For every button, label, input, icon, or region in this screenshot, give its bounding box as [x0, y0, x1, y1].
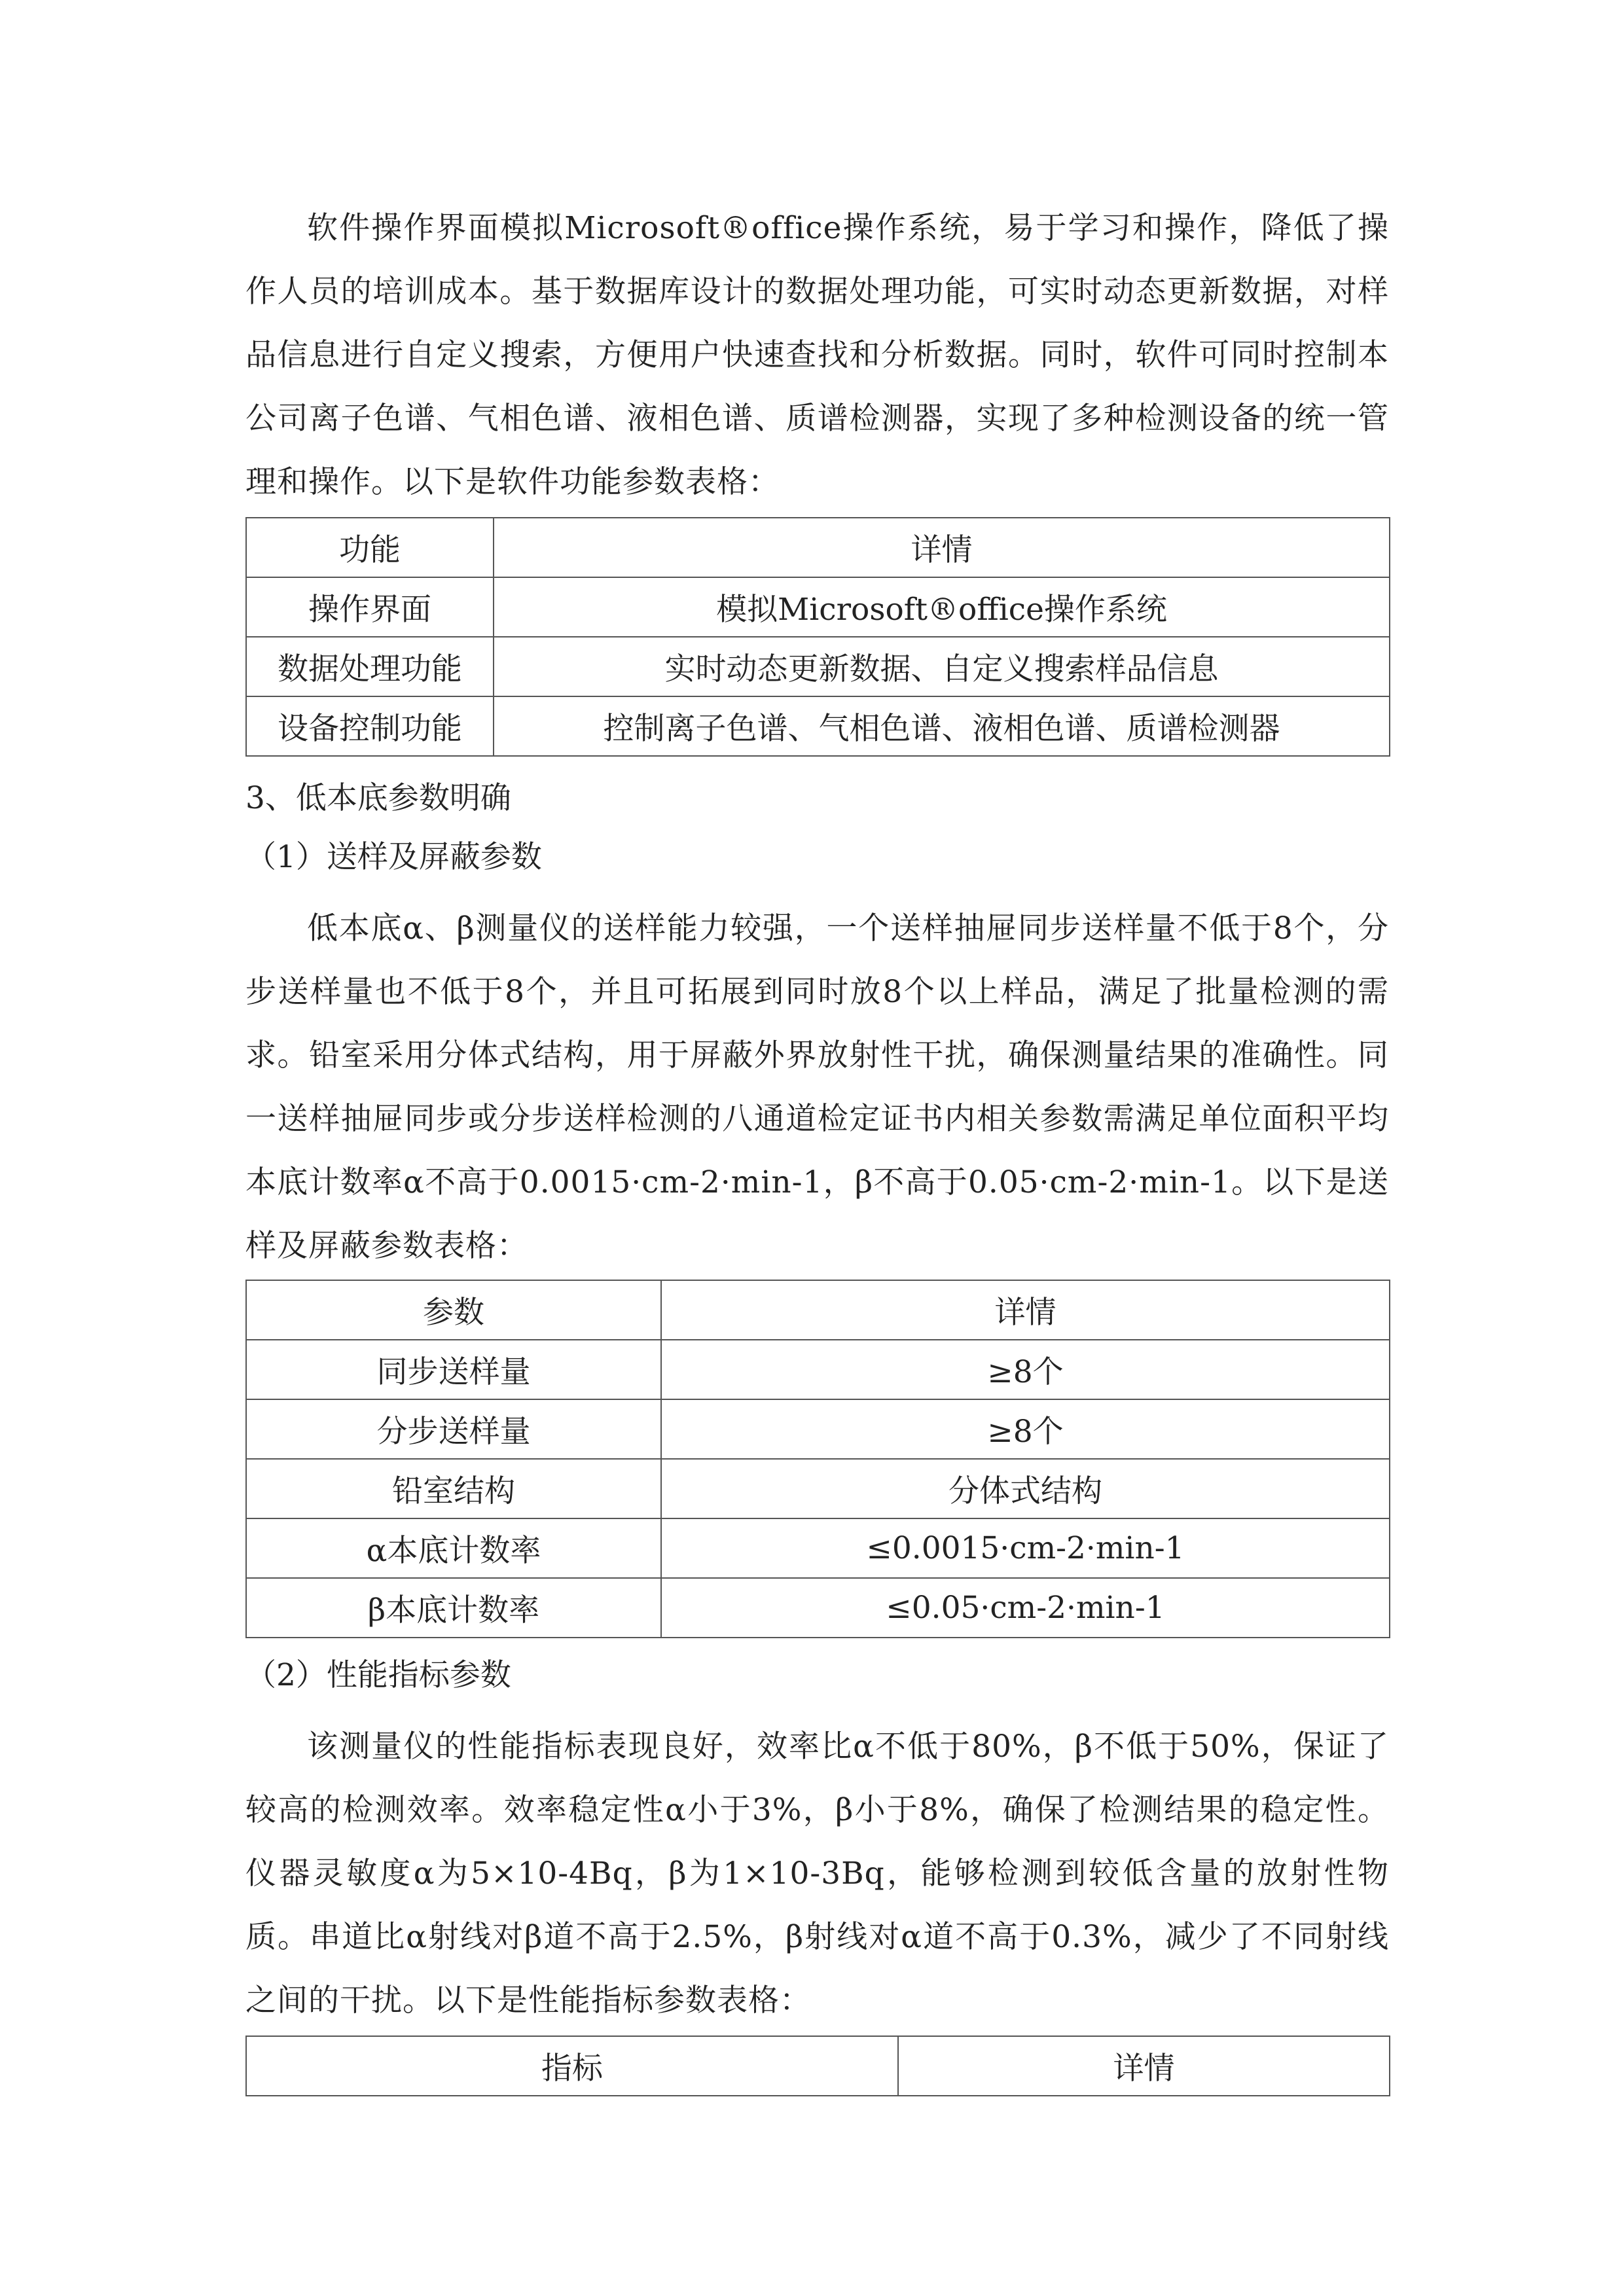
table-row — [246, 637, 1390, 696]
table-header-cell: 参数 — [246, 1280, 661, 1340]
table-row — [246, 1459, 1390, 1518]
sampling-paragraph: 低本底α、β测量仪的送样能力较强，一个送样抽屉同步送样量不低于8个，分步送样量也不低于8个，并且可拓展到同时放8个以上样品，满足了批量检测的需求。铅室采用分体式结构，用于屏蔽外界放射性干扰，确保测量结果的准确性。同一送样抽屉同步或分步送样检测的八通道检定证书内相关参数需满足单位面积平均本底计数率α不高于0.0015·cm-2·min-1，β不高于0.05·cm-2·min-1。以下是送样及屏蔽参数表格： — [245, 910, 1389, 1264]
table-row — [246, 1340, 1390, 1399]
table-header-cell: 详情 — [494, 518, 1390, 577]
table-header-row — [246, 2036, 1390, 2096]
table-cell: 铅室结构 — [246, 1459, 661, 1518]
table-cell: ≥8个 — [661, 1340, 1390, 1399]
subsection-heading: （2）性能指标参数 — [245, 1657, 511, 1693]
table-cell: 分体式结构 — [661, 1459, 1390, 1518]
table-header-cell: 详情 — [661, 1280, 1390, 1340]
table-header-row — [246, 1280, 1390, 1340]
table-row — [246, 1578, 1390, 1638]
intro-paragraph: 软件操作界面模拟Microsoft®office操作系统，易于学习和操作，降低了操作人员的培训成本。基于数据库设计的数据处理功能，可实时动态更新数据，对样品信息进行自定义搜索，方便用户快速查找和分析数据。同时，软件可同时控制本公司离子色谱、气相色谱、液相色谱、质谱检测器，实现了多种检测设备的统一管理和操作。以下是软件功能参数表格： — [245, 210, 1389, 500]
table-cell: 数据处理功能 — [246, 637, 494, 696]
table-header-cell: 指标 — [246, 2036, 898, 2096]
table-cell: ≤0.05·cm-2·min-1 — [661, 1578, 1390, 1638]
performance-table — [245, 2036, 1390, 2096]
table-header-row — [246, 518, 1390, 577]
table-row — [246, 696, 1390, 756]
performance-paragraph: 该测量仪的性能指标表现良好，效率比α不低于80%，β不低于50%，保证了较高的检测效率。效率稳定性α小于3%，β小于8%，确保了检测结果的稳定性。仪器灵敏度α为5×10-4Bq，β为1×10-3Bq，能够检测到较低含量的放射性物质。串道比α射线对β道不高于2.5%，β射线对α道不高于0.3%，减少了不同射线之间的干扰。以下是性能指标参数表格： — [245, 1729, 1389, 2018]
table-row — [246, 577, 1390, 637]
table-cell: 实时动态更新数据、自定义搜索样品信息 — [494, 637, 1390, 696]
table-cell: 操作界面 — [246, 577, 494, 637]
table-cell: 模拟Microsoft®office操作系统 — [494, 577, 1390, 637]
table-cell: α本底计数率 — [246, 1518, 661, 1578]
table-cell: 同步送样量 — [246, 1340, 661, 1399]
table-cell: 设备控制功能 — [246, 696, 494, 756]
sampling-shielding-table — [245, 1280, 1390, 1638]
table-cell: 分步送样量 — [246, 1399, 661, 1459]
table-header-cell: 功能 — [246, 518, 494, 577]
table-cell: β本底计数率 — [246, 1578, 661, 1638]
table-row — [246, 1518, 1390, 1578]
table-header-cell: 详情 — [898, 2036, 1390, 2096]
table-cell: ≥8个 — [661, 1399, 1390, 1459]
section-heading: 3、低本底参数明确 — [245, 780, 511, 816]
table-cell: ≤0.0015·cm-2·min-1 — [661, 1518, 1390, 1578]
function-table — [245, 517, 1390, 757]
table-cell: 控制离子色谱、气相色谱、液相色谱、质谱检测器 — [494, 696, 1390, 756]
subsection-heading: （1）送样及屏蔽参数 — [245, 839, 542, 875]
table-row — [246, 1399, 1390, 1459]
